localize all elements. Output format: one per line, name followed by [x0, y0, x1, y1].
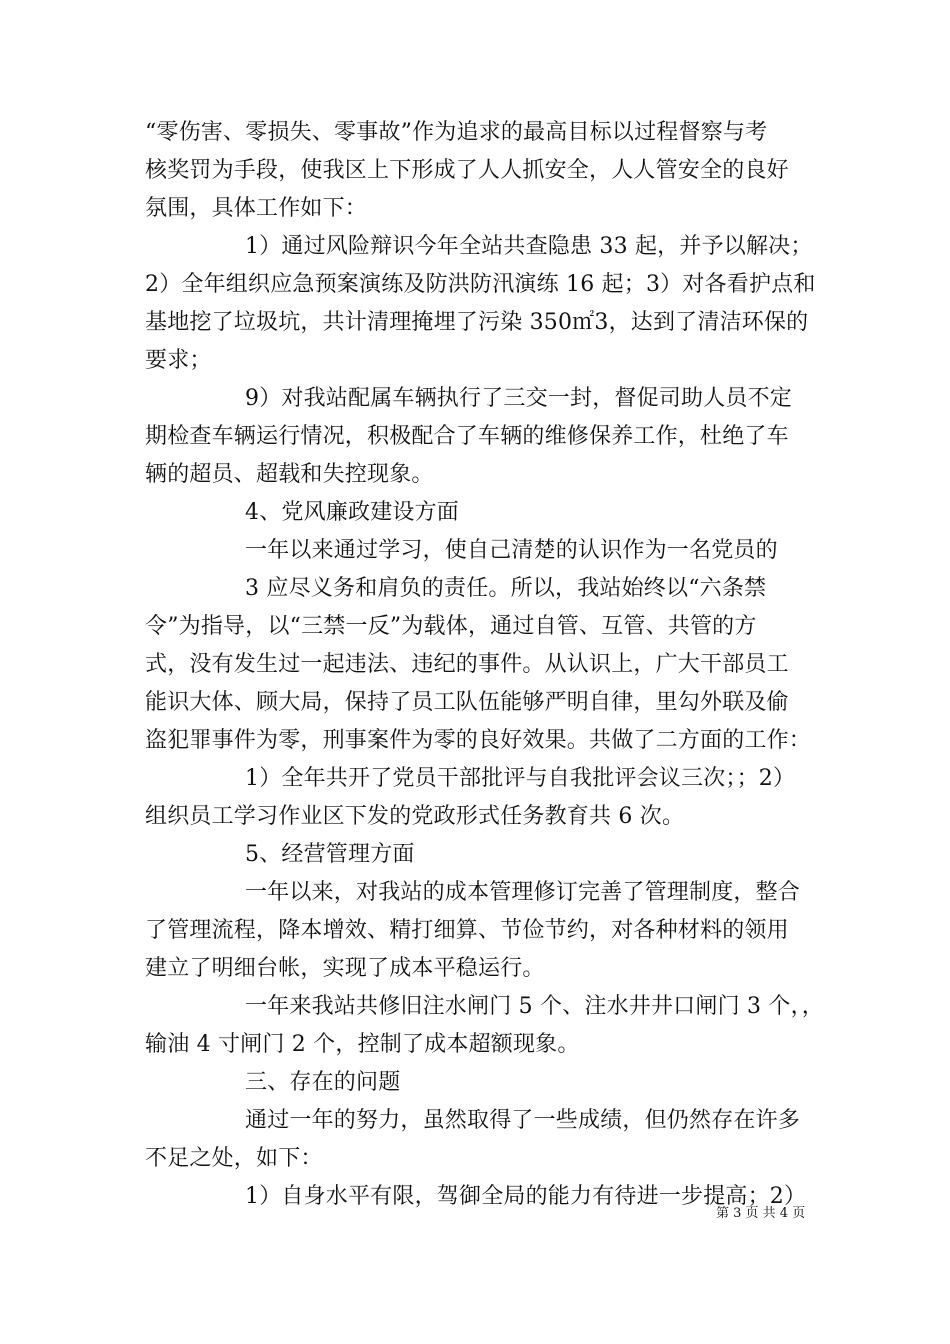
section-heading: 三、存在的问题	[245, 1070, 401, 1095]
body-text-line: 一年来我站共修旧注水闸门 5 个、注水井井口闸门 3 个，，	[245, 994, 824, 1019]
body-text-line: 辆的超员、超载和失控现象。	[145, 462, 434, 487]
body-text-line: 盗犯罪事件为零，刑事案件为零的良好效果。共做了二方面的工作：	[145, 728, 812, 753]
body-text-line: 1）全年共开了党员干部批评与自我批评会议三次；；2）	[245, 766, 796, 791]
body-text-line: 核奖罚为手段，使我区上下形成了人人抓安全，人人管安全的良好	[145, 158, 789, 183]
body-text-line: 能识大体、顾大局，保持了员工队伍能够严明自律，里勾外联及偷	[145, 690, 789, 715]
body-text-line: 组织员工学习作业区下发的党政形式任务教育共 6 次。	[145, 804, 685, 829]
body-text-line: 2）全年组织应急预案演练及防洪防汛演练 16 起；3）对各看护点和	[145, 272, 816, 297]
body-text-line: 建立了明细台帐，实现了成本平稳运行。	[145, 956, 545, 981]
body-text-line: 氛围，具体工作如下：	[145, 196, 368, 221]
body-text-line: 一年以来，对我站的成本管理修订完善了管理制度，整合	[245, 880, 801, 905]
body-text-line: 通过一年的努力，虽然取得了一些成绩，但仍然存在许多	[245, 1108, 801, 1133]
section-heading: 4、党风廉政建设方面	[245, 500, 459, 525]
body-text-line: 基地挖了垃圾坑，共计清理掩埋了污染 350㎡3，达到了清洁环保的	[145, 310, 809, 335]
body-text-line: 9）对我站配属车辆执行了三交一封，督促司助人员不定	[245, 386, 792, 411]
body-text-line: 3 应尽义务和肩负的责任。所以，我站始终以“六条禁	[245, 576, 767, 601]
body-text-line: 1）通过风险辩识今年全站共查隐患 33 起，并予以解决；	[245, 234, 813, 259]
body-text-line: 输油 4 寸闸门 2 个，控制了成本超额现象。	[145, 1032, 580, 1057]
body-text-line: 不足之处，如下：	[145, 1146, 323, 1171]
body-text-line: 式，没有发生过一起违法、违纪的事件。从认识上，广大干部员工	[145, 652, 789, 677]
body-text-line: “零伤害、零损失、零事故”作为追求的最高目标以过程督察与考	[145, 120, 768, 145]
section-heading: 5、经营管理方面	[245, 842, 415, 867]
page-number-footer: 第 3 页 共 4 页	[716, 1206, 806, 1221]
body-text-line: 1）自身水平有限，驾御全局的能力有待进一步提高；2）	[245, 1184, 807, 1209]
body-text-line: 一年以来通过学习，使自己清楚的认识作为一名党员的	[245, 538, 778, 563]
body-text-line: 期检查车辆运行情况，积极配合了车辆的维修保养工作，杜绝了车	[145, 424, 789, 449]
body-text-line: 要求；	[145, 348, 212, 373]
body-text-line: 了管理流程，降本增效、精打细算、节俭节约，对各种材料的领用	[145, 918, 789, 943]
body-text-line: 令”为指导，以“三禁一反”为载体，通过自管、互管、共管的方	[145, 614, 757, 639]
